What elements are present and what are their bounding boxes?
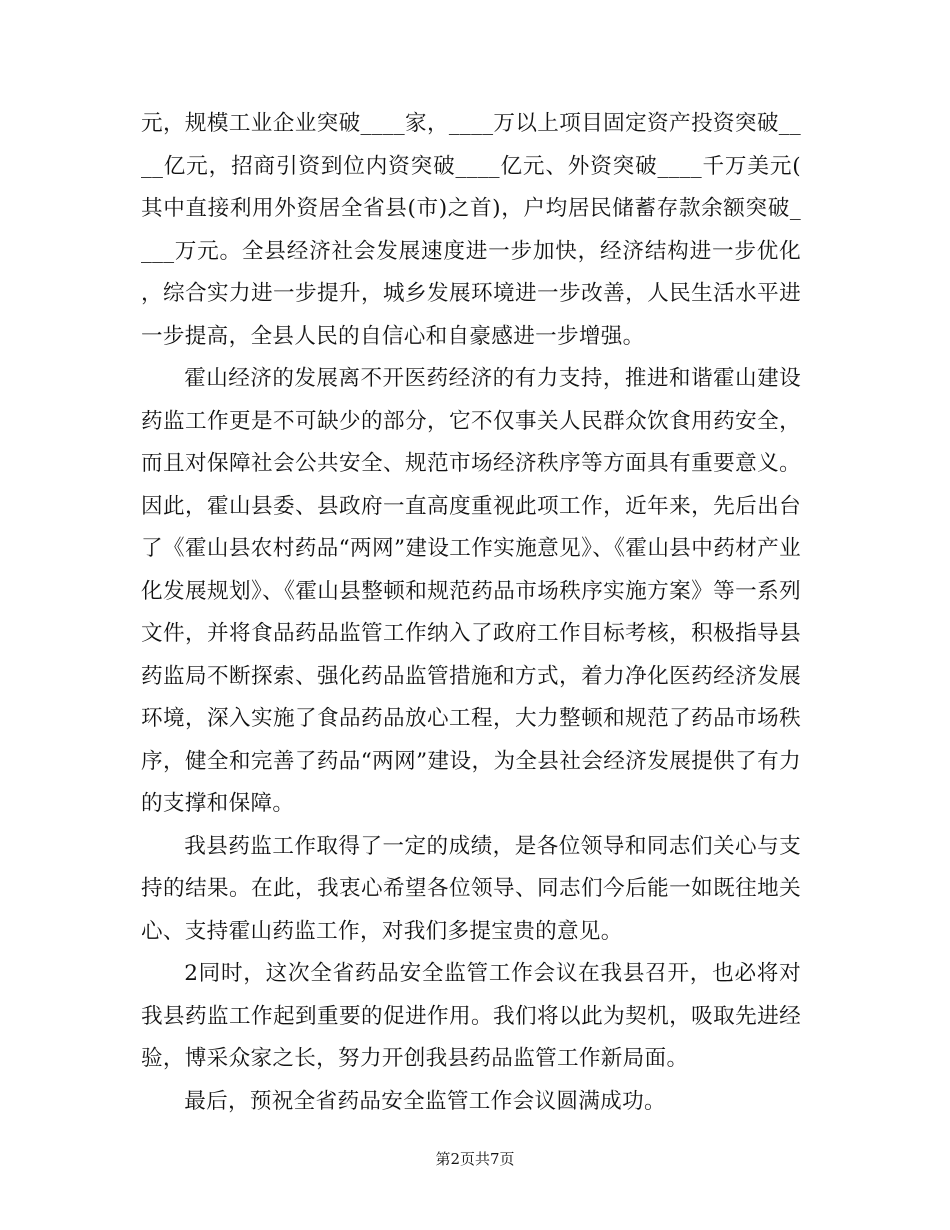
document-body — [141, 103, 801, 1123]
page-number-footer: 第2页共7页 — [435, 1150, 515, 1168]
paragraph-5: 最后，预祝全省药品安全监管工作会议圆满成功。 — [184, 1088, 666, 1114]
paragraph-1: 元，规模工业企业突破____家，____万以上项目固定资产投资突破____亿元，招商引资到位内资突破____亿元、外资突破____千万美元(其中直接利用外资居全省县(市)之首)，户均居民储蓄存款余额突破____万元。全县经济社会发展速度进一步加快，经济结构进一步优化，综合实力进一步提升，城乡发展环境进一步改善，人民生活水平进一步提高，全县人民的自信心和自豪感进一步增强。 — [141, 111, 801, 349]
paragraph-2: 霍山经济的发展离不开医药经济的有力支持，推进和谐霍山建设药监工作更是不可缺少的部分，它不仅事关人民群众饮食用药安全，而且对保障社会公共安全、规范市场经济秩序等方面具有重要意义。因此，霍山县委、县政府一直高度重视此项工作，近年来，先后出台了《霍山县农村药品“两网”建设工作实施意见》、《霍山县中药材产业化发展规划》、《霍山县整顿和规范药品市场秩序实施方案》等一系列文件，并将食品药品监管工作纳入了政府工作目标考核，积极指导县药监局不断探索、强化药品监管措施和方式，着力净化医药经济发展环境，深入实施了食品药品放心工程，大力整顿和规范了药品市场秩序，健全和完善了药品“两网”建设，为全县社会经济发展提供了有力的支撑和保障。 — [141, 366, 801, 816]
paragraph-4: 2同时，这次全省药品安全监管工作会议在我县召开，也必将对我县药监工作起到重要的促进作用。我们将以此为契机，吸取先进经验，博采众家之长，努力开创我县药品监管工作新局面。 — [141, 961, 801, 1071]
paragraph-3: 我县药监工作取得了一定的成绩，是各位领导和同志们关心与支持的结果。在此，我衷心希望各位领导、同志们今后能一如既往地关心、支持霍山药监工作，对我们多提宝贵的意见。 — [141, 833, 801, 944]
